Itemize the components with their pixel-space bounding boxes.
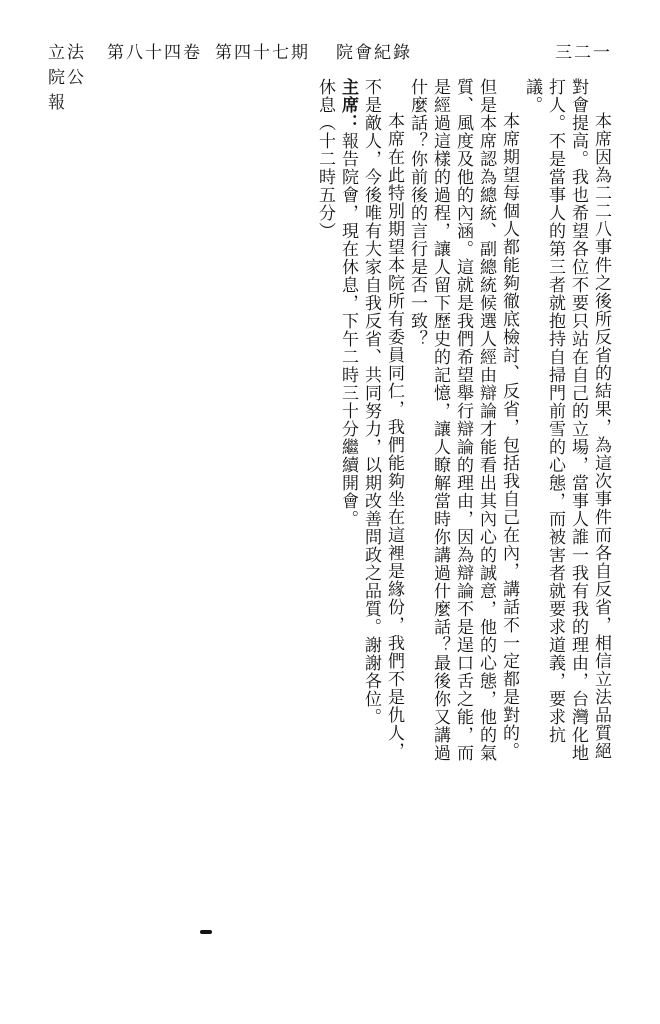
page-number: 三二一 <box>555 43 612 63</box>
paragraph <box>520 78 612 768</box>
recess-note: 休息（十二時五分） <box>315 78 335 240</box>
paragraph <box>359 78 405 768</box>
paragraph <box>313 78 336 768</box>
issue-number: 第四十七期 <box>215 43 310 63</box>
volume-number: 第八十四卷 <box>107 43 202 63</box>
paragraph <box>405 78 520 768</box>
paragraph <box>336 78 359 768</box>
speaker-label: 主席： <box>338 78 358 132</box>
paragraph-text: 本席期望每個人都能夠徹底檢討、反省，包括我自己在內，講話不一定都是對的。但是本席認為總統、副總統候選人經由辯論才能看出其內心的誠意，他的心態，他的氣質、風度及他的內涵。這就是我們希望舉行辯論的理由，因為辯論不是逞口舌之能，而是經過這樣的過程，讓人留下歷史的記憶，讓人瞭解當時你講過什麼話？最後你又講過什麼話？你前後的言行是否一致？ <box>407 78 519 762</box>
paragraph-text: 本席在此特別期望本院所有委員同仁，我們能夠坐在這裡是緣份，我們不是仇人，不是敵人，今後唯有大家自我反省、共同努力，以期改善問政之品質。謝謝各位。 <box>361 78 404 760</box>
body-text <box>46 78 612 768</box>
stray-mark <box>200 930 212 934</box>
journal-title: 立法院公報 <box>48 43 86 113</box>
paragraph-text: 本席因為二二八事件之後所反省的結果，為這次事件而各自反省，相信立法品質絕對會提高。我也希望各位不要只站在自己的立場，當事人誰一我有我的理由，台灣化地打人。不是當事人的第三者就抱持自掃門前雪的心態，而被害者就要求道義，要求抗議。 <box>522 78 611 762</box>
section-title: 院會紀錄 <box>336 43 412 63</box>
paragraph-text: 報告院會，現在休息，下午二時三十分繼續開會。 <box>338 132 358 528</box>
